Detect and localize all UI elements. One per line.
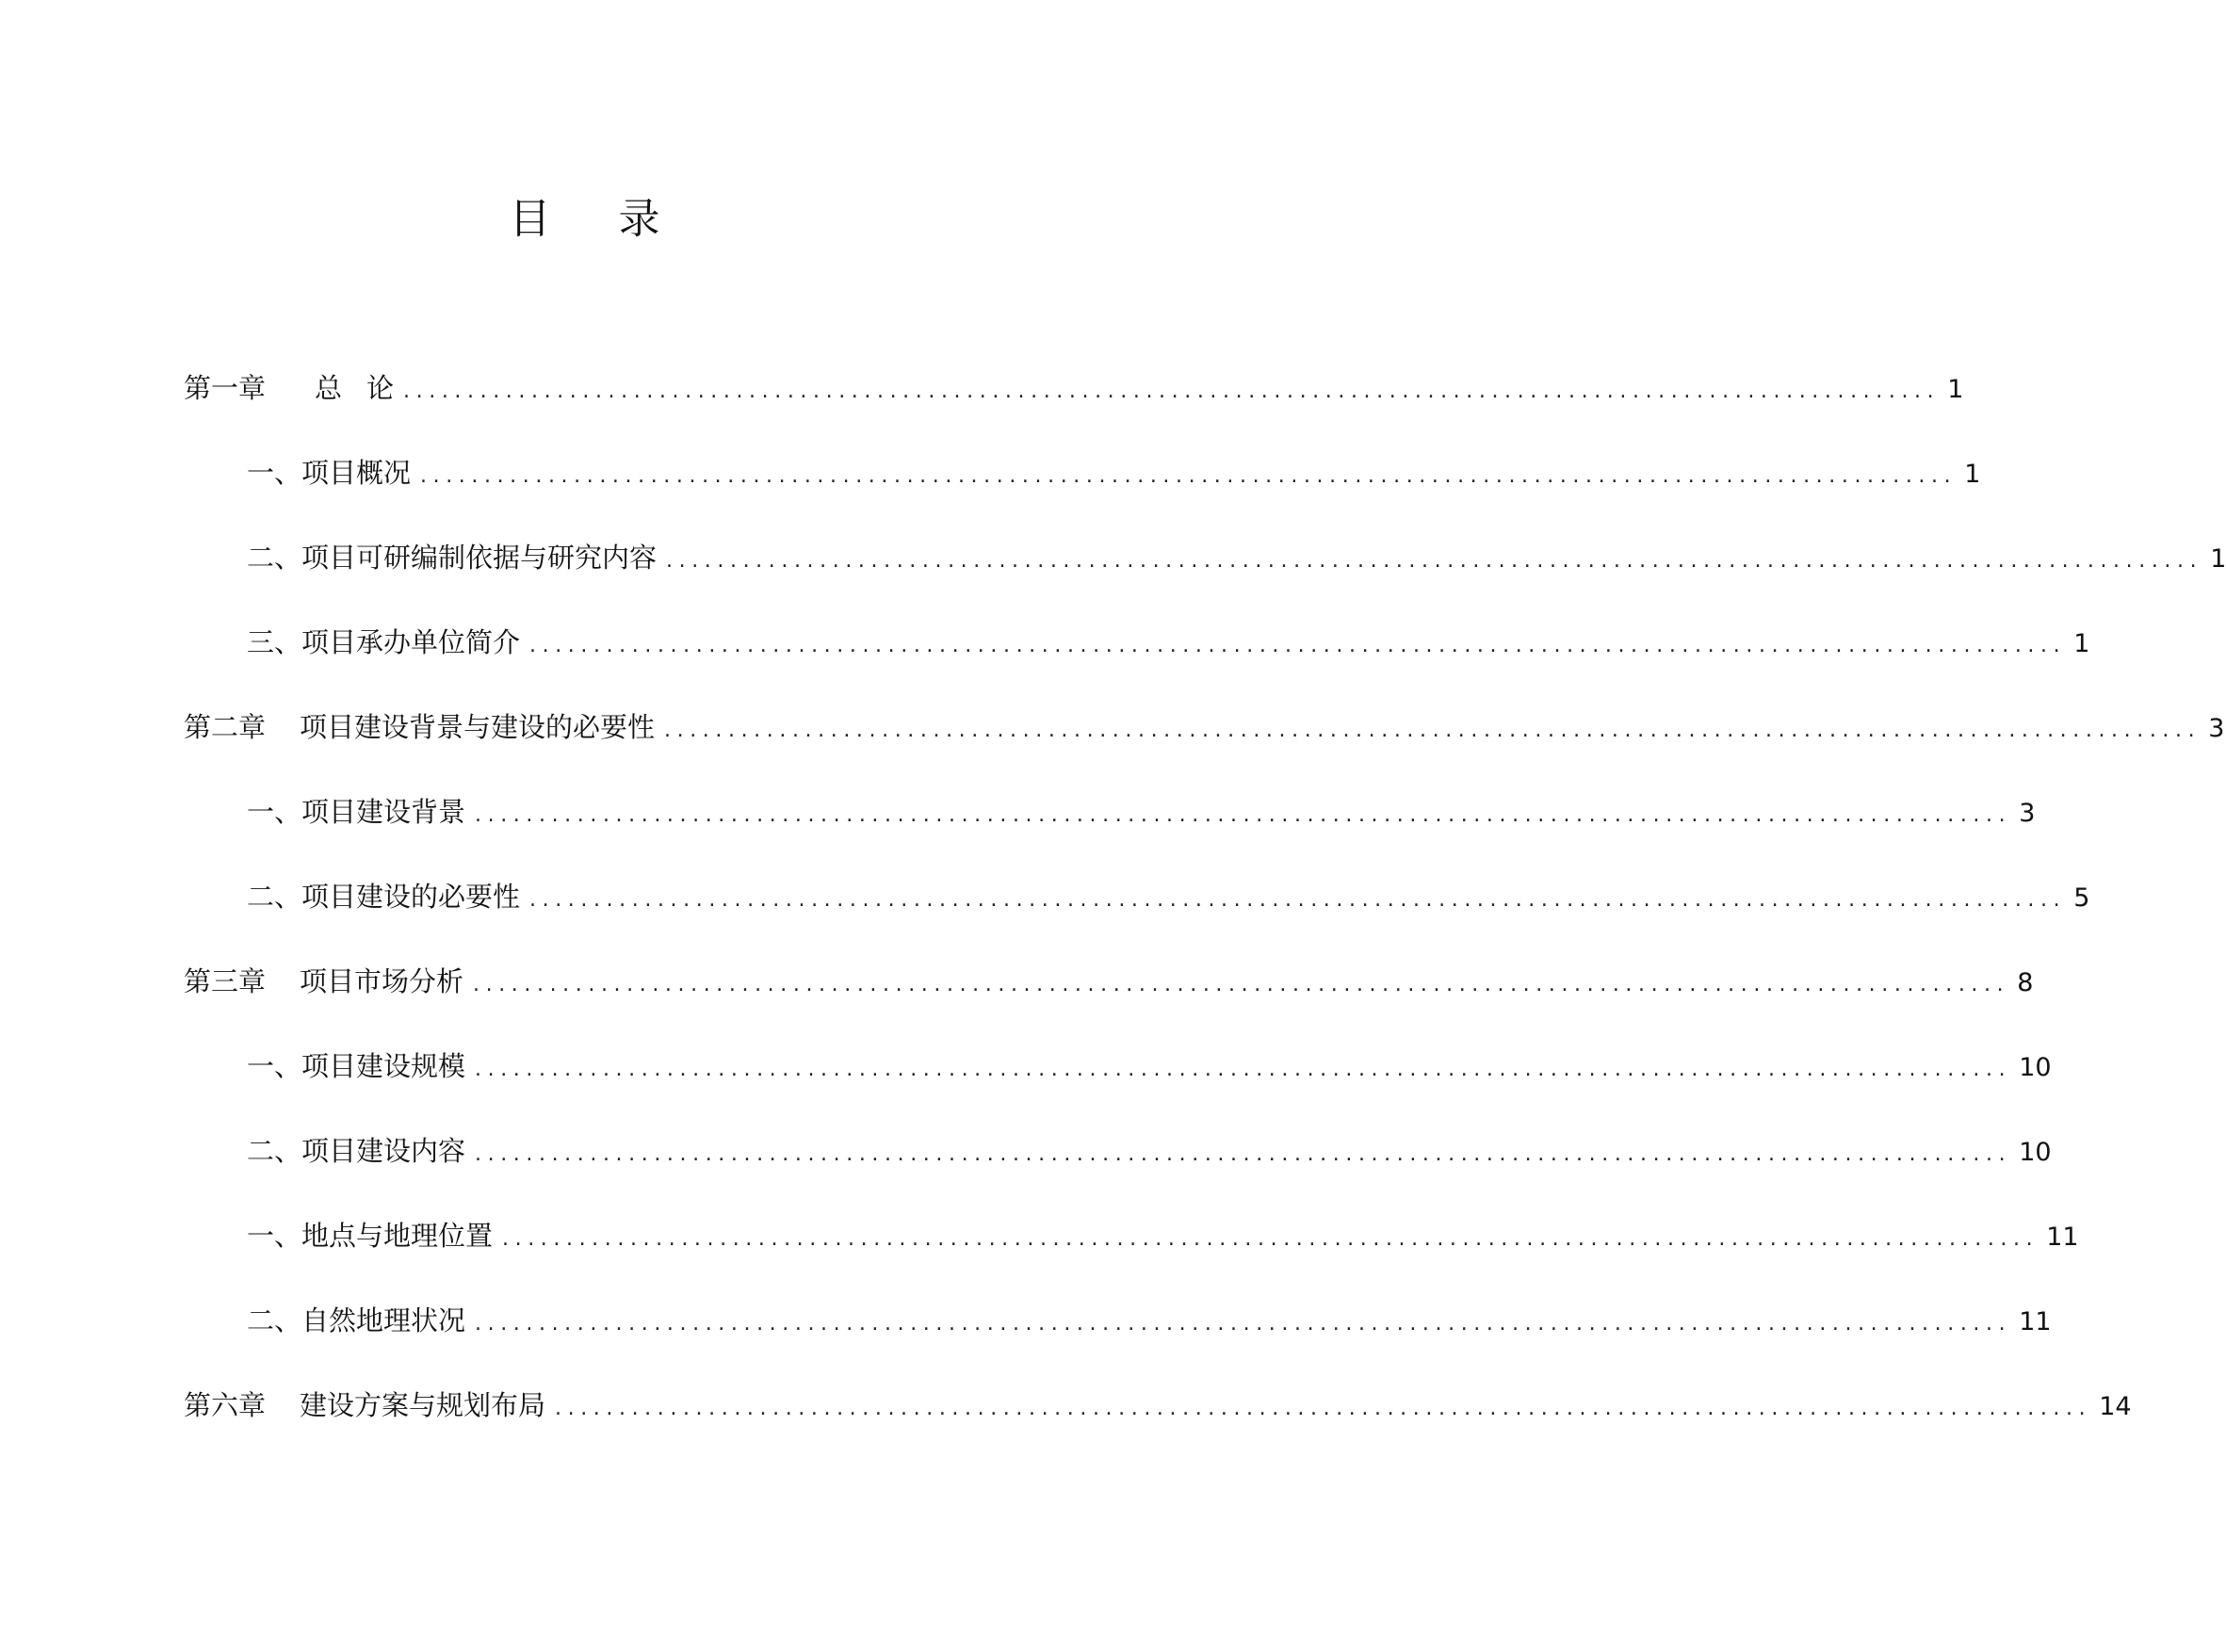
dot-leader: ........................................................................................................................ [529, 888, 2067, 912]
toc-entry-title: 建设方案与规划布局 [300, 1389, 546, 1421]
toc-entry-number: 一、 [247, 1220, 302, 1252]
toc-entry-title: 项目可研编制依据与研究内容 [301, 542, 658, 574]
toc-entry-section[interactable] [247, 793, 2036, 831]
toc-entry-page-number: 1 [1947, 375, 1964, 404]
toc-entry-title: 项目市场分析 [300, 965, 464, 997]
toc-entry-number: 第三章 [184, 965, 267, 997]
toc-entry-section[interactable] [247, 878, 2090, 915]
toc-entry-chapter-2[interactable] [184, 708, 2225, 746]
toc-entry-number: 第二章 [184, 711, 267, 743]
toc-entry-section[interactable] [247, 624, 2090, 661]
toc-entry-number: 第一章 [184, 372, 267, 404]
toc-entry-title: 自然地理状况 [301, 1304, 466, 1336]
toc-entry-title: 项目建设规模 [301, 1050, 466, 1082]
dot-leader: ........................................................................................................................ [529, 634, 2067, 657]
dot-leader: ........................................................................................................................ [475, 803, 2012, 827]
toc-entry-page-number: 11 [2019, 1307, 2052, 1336]
toc-entry-page-number: 1 [1964, 460, 1981, 489]
toc-entry-number: 三、 [247, 626, 302, 658]
toc-title-char-1: 目 [509, 195, 551, 243]
toc-entry-chapter-3[interactable] [184, 963, 2034, 1000]
toc-entry-number: 一、 [247, 796, 302, 828]
toc-entry-page-number: 10 [2019, 1053, 2052, 1082]
dot-leader: ........................................................................................................................ [555, 1397, 2092, 1420]
toc-entry-title-part: 总 [315, 372, 343, 404]
dot-leader: ........................................................................................................................ [666, 549, 2203, 573]
toc-entry-page-number: 11 [2046, 1223, 2079, 1252]
toc-entry-page-number: 10 [2019, 1138, 2052, 1167]
dot-leader: ........................................................................................................................ [473, 973, 2010, 996]
toc-entry-section[interactable] [247, 539, 2226, 576]
toc-entry-title: 项目建设背景 [301, 796, 466, 828]
toc-title-char-2: 录 [618, 195, 660, 243]
dot-leader: ........................................................................................................................ [403, 380, 1941, 403]
dot-leader: ........................................................................................................................ [475, 1312, 2012, 1336]
dot-leader: ........................................................................................................................ [502, 1227, 2039, 1251]
toc-entry-number: 第六章 [184, 1389, 267, 1421]
toc-entry-title-part: 论 [366, 372, 395, 404]
toc-entry-chapter-6[interactable] [184, 1386, 2132, 1424]
toc-entry-number: 一、 [247, 457, 302, 489]
toc-entry-number: 二、 [247, 1304, 302, 1336]
dot-leader: ........................................................................................................................ [420, 464, 1958, 488]
toc-entry-title: 地点与地理位置 [301, 1220, 494, 1252]
toc-entry-page-number: 1 [2210, 544, 2226, 574]
toc-entry-section[interactable] [247, 454, 1981, 492]
toc-entry-title: 项目承办单位简介 [301, 626, 521, 658]
toc-title [0, 193, 1169, 246]
toc-entry-title: 项目建设内容 [301, 1135, 466, 1167]
toc-entry-number: 一、 [247, 1050, 302, 1082]
toc-entry-page-number: 3 [2019, 799, 2036, 828]
toc-entry-page-number: 3 [2208, 714, 2225, 743]
toc-entry-title: 项目建设的必要性 [301, 881, 521, 913]
toc-entry-title: 项目概况 [301, 457, 412, 489]
toc-entry-section[interactable] [247, 1302, 2052, 1339]
toc-entry-page-number: 5 [2073, 883, 2090, 913]
toc-entry-page-number: 1 [2073, 629, 2090, 658]
dot-leader: ........................................................................................................................ [475, 1142, 2012, 1166]
dot-leader: ........................................................................................................................ [475, 1058, 2012, 1081]
toc-entry-number: 二、 [247, 1135, 302, 1167]
toc-entry-page-number: 14 [2099, 1392, 2132, 1421]
toc-entry-title [315, 369, 394, 407]
toc-entry-number: 二、 [247, 881, 302, 913]
toc-entry-title: 项目建设背景与建设的必要性 [300, 711, 656, 743]
toc-entry-section[interactable] [247, 1217, 2079, 1255]
toc-entry-section[interactable] [247, 1047, 2052, 1085]
toc-entry-number: 二、 [247, 542, 302, 574]
dot-leader: ........................................................................................................................ [664, 719, 2202, 742]
toc-entry-chapter-1[interactable] [184, 369, 1964, 407]
toc-entry-section[interactable] [247, 1132, 2052, 1170]
toc-entry-page-number: 8 [2017, 968, 2034, 997]
